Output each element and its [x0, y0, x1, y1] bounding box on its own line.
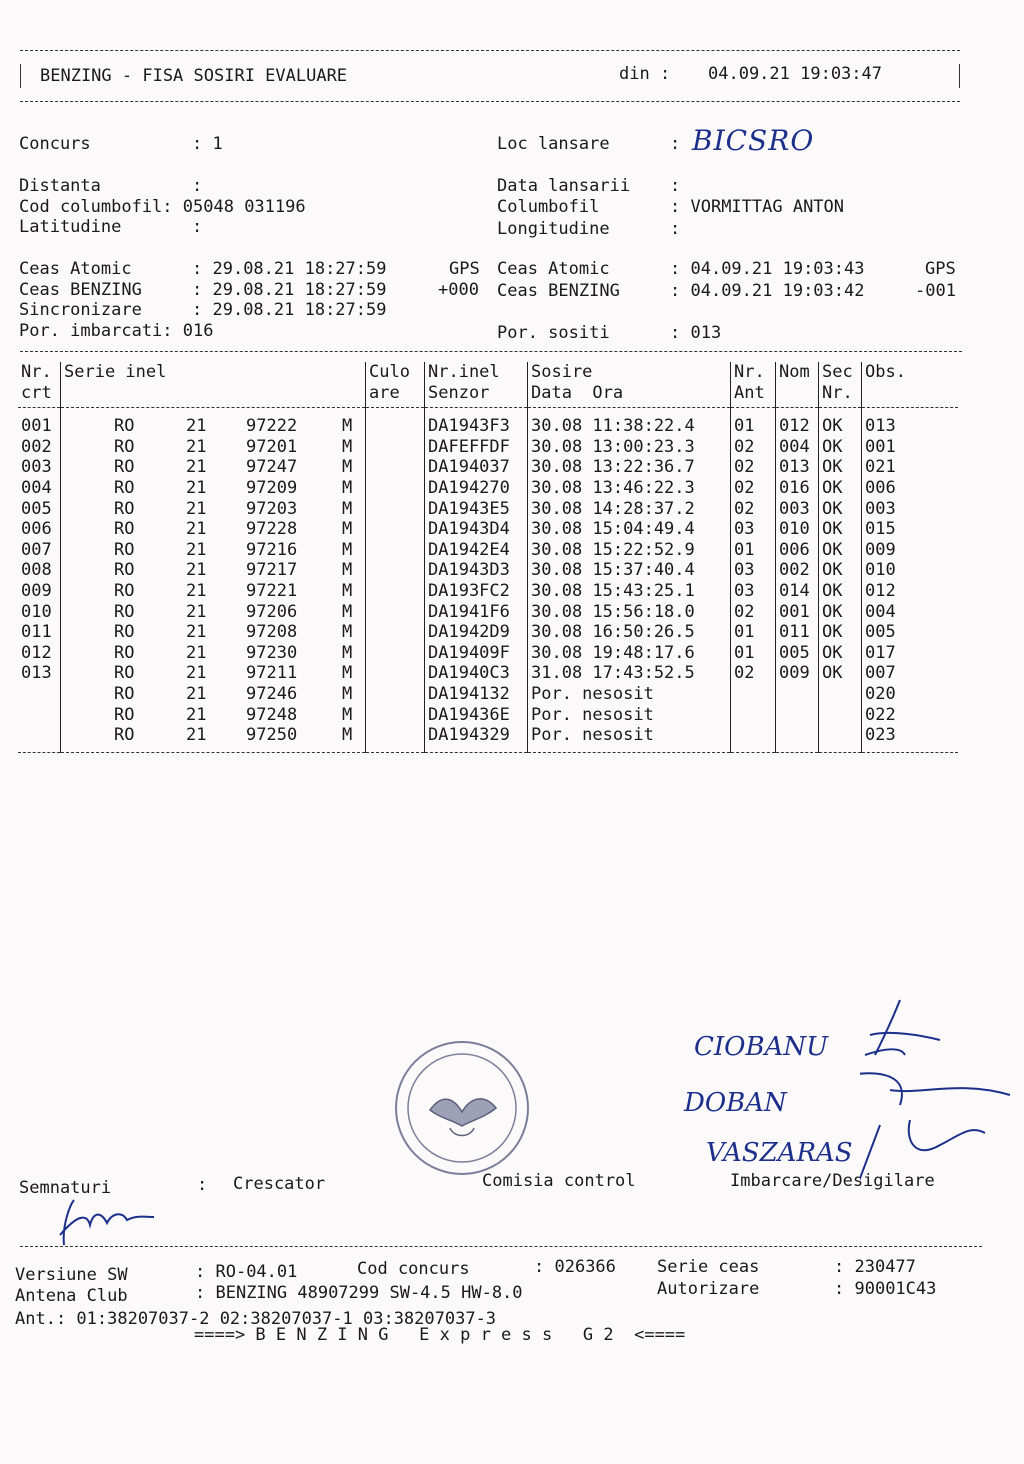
ring-year: 21 — [186, 498, 207, 519]
cell-ant — [731, 725, 776, 752]
cell-culoare — [366, 643, 425, 664]
ring-year: 21 — [186, 477, 207, 498]
din-value: 04.09.21 19:03:47 — [708, 64, 882, 84]
cell-culoare — [366, 478, 425, 499]
ring-year: 21 — [186, 457, 207, 478]
cell-senzor: DA194132 — [425, 684, 528, 705]
loc-lansare-handwritten: BICSRO — [692, 124, 815, 157]
clock-left-2: Ceas BENZING — [19, 280, 142, 300]
cell-culoare — [366, 725, 425, 752]
cell-senzor: DA1943E5 — [425, 499, 528, 520]
cod-columbofil-value: 05048 031196 — [182, 197, 306, 217]
table-row — [18, 622, 958, 643]
ring-sex: M — [342, 663, 353, 684]
cell-senzor: DA193FC2 — [425, 581, 528, 602]
cell-nom: 013 — [776, 457, 819, 478]
cod-columbofil-label: Cod columbofil — [19, 197, 163, 217]
cell-ant — [731, 684, 776, 705]
cell-nr: 012 — [18, 643, 61, 664]
cell-sec: OK — [819, 478, 862, 499]
col-sec-header: Sec — [819, 362, 862, 383]
ring-country: RO — [114, 642, 135, 663]
cell-ant: 03 — [731, 560, 776, 581]
ring-year: 21 — [186, 683, 207, 704]
cell-senzor: DA1943F3 — [425, 408, 528, 437]
crescator-label: Crescator — [233, 1174, 326, 1194]
cell-sec — [819, 705, 862, 726]
arrivals-table — [18, 362, 958, 753]
cell-obs: 010 — [865, 560, 896, 581]
ring-year: 21 — [186, 436, 207, 457]
cell-ant — [731, 705, 776, 726]
cell-serie — [61, 478, 366, 499]
handwritten-name-3: VASZARAS — [706, 1138, 853, 1168]
cell-culoare — [366, 581, 425, 602]
cell-sec: OK — [819, 408, 862, 437]
cell-nr — [18, 684, 61, 705]
cell-ant: 01 — [731, 408, 776, 437]
clock-left-1-value: 29.08.21 18:27:59 — [212, 259, 387, 279]
cell-sosire: 30.08 14:28:37.2 — [528, 499, 731, 520]
cell-ant: 02 — [731, 602, 776, 623]
cell-sosire: 30.08 15:22:52.9 — [528, 540, 731, 561]
cell-sosire: 30.08 15:37:40.4 — [528, 560, 731, 581]
table-header-row — [18, 362, 958, 383]
cell-senzor: DA194329 — [425, 725, 528, 752]
cell-sec: OK — [819, 437, 862, 458]
cell-sec — [819, 725, 862, 752]
cell-culoare — [366, 499, 425, 520]
ring-country: RO — [114, 519, 135, 540]
imbarcati-value: 016 — [182, 321, 214, 341]
ring-country: RO — [114, 725, 135, 746]
ring-sex: M — [342, 683, 353, 704]
cell-senzor: DA1942E4 — [425, 540, 528, 561]
cell-sec: OK — [819, 602, 862, 623]
cell-sec: OK — [819, 643, 862, 664]
cod-concurs-value: 026366 — [554, 1257, 616, 1277]
cell-nom — [776, 725, 819, 752]
cell-nom: 005 — [776, 643, 819, 664]
cell-ant: 02 — [731, 663, 776, 684]
autorizare-value: 90001C43 — [854, 1279, 937, 1299]
serie-ceas-value: 230477 — [854, 1257, 916, 1277]
ring-year: 21 — [186, 704, 207, 725]
semnaturi-label: Semnaturi — [19, 1178, 112, 1198]
ring-year: 21 — [186, 416, 207, 437]
cell-culoare — [366, 663, 425, 684]
cell-serie — [61, 457, 366, 478]
ring-number: 97250 — [246, 725, 298, 746]
columbofil-label: Columbofil — [497, 197, 600, 217]
ring-country: RO — [114, 477, 135, 498]
cell-serie — [61, 581, 366, 602]
club-stamp-icon — [392, 1038, 532, 1178]
table-row — [18, 705, 958, 726]
ring-number: 97228 — [246, 519, 298, 540]
header-left-bar — [20, 64, 21, 88]
latitudine-label: Latitudine — [19, 217, 122, 237]
cell-senzor: DA19409F — [425, 643, 528, 664]
cell-obs: 012 — [865, 580, 896, 601]
table-row — [18, 437, 958, 458]
cell-ant: 01 — [731, 643, 776, 664]
table-row — [18, 560, 958, 581]
antena-value: BENZING 48907299 SW-4.5 HW-8.0 — [215, 1283, 523, 1303]
cell-senzor: DA1940C3 — [425, 663, 528, 684]
antena-label: Antena Club — [15, 1286, 128, 1306]
ring-number: 97222 — [246, 416, 298, 437]
cell-nom: 001 — [776, 602, 819, 623]
col-serie-header: Serie inel — [61, 362, 366, 383]
cell-senzor: DA19436E — [425, 705, 528, 726]
benzing-banner: ====> B E N Z I N G E x p r e s s G 2 <==== — [194, 1325, 686, 1345]
table-row — [18, 499, 958, 520]
cell-ant: 02 — [731, 457, 776, 478]
longitudine-label: Longitudine — [497, 219, 610, 239]
header-right-bar — [959, 64, 960, 88]
table-top-divider — [20, 351, 962, 352]
comisia-label: Comisia control — [482, 1171, 636, 1191]
clock-left-2-extra: +000 — [438, 280, 479, 300]
ring-sex: M — [342, 560, 353, 581]
cell-culoare — [366, 622, 425, 643]
cell-obs: 007 — [865, 663, 896, 684]
cell-obs: 017 — [865, 642, 896, 663]
ring-sex: M — [342, 477, 353, 498]
cell-nom: 002 — [776, 560, 819, 581]
ring-country: RO — [114, 622, 135, 643]
ring-sex: M — [342, 704, 353, 725]
col-sosire-header: Sosire — [528, 362, 731, 383]
cell-nr — [18, 705, 61, 726]
clock-left-1-extra: GPS — [449, 259, 480, 279]
cell-nr: 002 — [18, 437, 61, 458]
serie-ceas-label: Serie ceas — [657, 1257, 760, 1277]
distanta-label: Distanta — [19, 176, 101, 196]
cell-nr: 005 — [18, 499, 61, 520]
col-obs-header: Obs. — [865, 362, 906, 382]
cell-ant: 03 — [731, 519, 776, 540]
clock-left-3: Sincronizare — [19, 300, 142, 320]
cell-culoare — [366, 519, 425, 540]
table-subheader-row: crt are Senzor Data Ora Ant Nr. — [18, 383, 958, 408]
table-row — [18, 643, 958, 664]
cell-nr: 001 — [18, 408, 61, 437]
versiune-value: RO-04.01 — [215, 1262, 298, 1282]
clock-right-2: Ceas BENZING — [497, 281, 620, 301]
cell-nr: 011 — [18, 622, 61, 643]
document-title: BENZING - FISA SOSIRI EVALUARE — [40, 66, 348, 86]
cell-serie — [61, 519, 366, 540]
cell-obs: 015 — [865, 519, 896, 540]
cell-ant: 02 — [731, 437, 776, 458]
cell-obs: 001 — [865, 436, 896, 457]
clock-left-2-value: 29.08.21 18:27:59 — [212, 280, 387, 300]
cell-serie — [61, 684, 366, 705]
cell-sec: OK — [819, 457, 862, 478]
table-row — [18, 581, 958, 602]
cell-nom: 016 — [776, 478, 819, 499]
cell-senzor: DA194270 — [425, 478, 528, 499]
imbarcare-label: Imbarcare/Desigilare — [730, 1171, 935, 1191]
autorizare-label: Autorizare — [657, 1279, 760, 1299]
clock-left-1: Ceas Atomic — [19, 259, 132, 279]
ring-number: 97208 — [246, 622, 298, 643]
ring-country: RO — [114, 704, 135, 725]
col-nom-header: Nom — [776, 362, 819, 383]
versiune-label: Versiune SW — [15, 1265, 128, 1285]
ring-sex: M — [342, 642, 353, 663]
cell-culoare — [366, 705, 425, 726]
cell-nr: 003 — [18, 457, 61, 478]
cell-sec: OK — [819, 519, 862, 540]
cell-sosire: Por. nesosit — [528, 725, 731, 752]
ring-sex: M — [342, 580, 353, 601]
cell-serie — [61, 499, 366, 520]
sositi-label: Por. sositi — [497, 323, 610, 343]
cell-culoare — [366, 457, 425, 478]
table-row — [18, 519, 958, 540]
cell-obs: 023 — [862, 725, 959, 752]
cell-senzor: DA194037 — [425, 457, 528, 478]
cell-ant: 03 — [731, 581, 776, 602]
ring-number: 97216 — [246, 539, 298, 560]
cell-obs: 009 — [865, 539, 896, 560]
cell-sec: OK — [819, 499, 862, 520]
cell-obs: 013 — [865, 416, 896, 437]
cell-culoare — [366, 408, 425, 437]
col-nr-header: Nr. — [18, 362, 61, 383]
cell-serie — [61, 705, 366, 726]
cell-sosire: 30.08 13:00:23.3 — [528, 437, 731, 458]
ring-number: 97217 — [246, 560, 298, 581]
table-row — [18, 684, 958, 705]
table-row — [18, 408, 958, 437]
cell-senzor: DA1943D4 — [425, 519, 528, 540]
data-lansarii-label: Data lansarii — [497, 176, 631, 196]
cell-obs: 022 — [865, 704, 896, 725]
cell-obs: 020 — [865, 683, 896, 704]
ring-year: 21 — [186, 663, 207, 684]
cell-sosire: 30.08 13:46:22.3 — [528, 478, 731, 499]
cell-sosire: 30.08 15:43:25.1 — [528, 581, 731, 602]
clock-right-1: Ceas Atomic — [497, 259, 610, 279]
ring-country: RO — [114, 457, 135, 478]
clock-right-1-value: 04.09.21 19:03:43 — [690, 259, 865, 279]
cell-serie — [61, 663, 366, 684]
cell-obs: 003 — [865, 498, 896, 519]
table-row — [18, 725, 958, 752]
cell-culoare — [366, 684, 425, 705]
ring-year: 21 — [186, 725, 207, 746]
din-label: din : — [619, 64, 671, 84]
ring-country: RO — [114, 498, 135, 519]
cell-culoare — [366, 560, 425, 581]
cell-sec: OK — [819, 581, 862, 602]
footer-divider — [20, 1246, 982, 1247]
cell-sosire: 30.08 16:50:26.5 — [528, 622, 731, 643]
table-row — [18, 478, 958, 499]
cell-sosire: 30.08 13:22:36.7 — [528, 457, 731, 478]
ring-year: 21 — [186, 601, 207, 622]
ring-number: 97246 — [246, 683, 298, 704]
ring-number: 97247 — [246, 457, 298, 478]
cell-ant: 02 — [731, 499, 776, 520]
ring-sex: M — [342, 457, 353, 478]
loc-lansare-label: Loc lansare — [497, 134, 610, 154]
cell-senzor: DA1941F6 — [425, 602, 528, 623]
ring-year: 21 — [186, 560, 207, 581]
cell-culoare — [366, 540, 425, 561]
cell-sosire: 30.08 11:38:22.4 — [528, 408, 731, 437]
cell-serie — [61, 643, 366, 664]
cell-nom: 009 — [776, 663, 819, 684]
cell-obs: 005 — [865, 622, 896, 643]
columbofil-value: VORMITTAG ANTON — [690, 197, 845, 217]
ring-number: 97206 — [246, 601, 298, 622]
cell-senzor: DA1943D3 — [425, 560, 528, 581]
ring-sex: M — [342, 519, 353, 540]
cell-serie — [61, 408, 366, 437]
ring-sex: M — [342, 622, 353, 643]
cell-sec: OK — [819, 622, 862, 643]
cell-nr: 010 — [18, 602, 61, 623]
ring-country: RO — [114, 683, 135, 704]
cell-sosire: 30.08 15:56:18.0 — [528, 602, 731, 623]
cell-ant: 02 — [731, 478, 776, 499]
ring-country: RO — [114, 416, 135, 437]
cell-obs: 006 — [865, 477, 896, 498]
ring-country: RO — [114, 663, 135, 684]
cell-nr: 008 — [18, 560, 61, 581]
cell-nr — [18, 725, 61, 752]
cell-serie — [61, 560, 366, 581]
cell-sec: OK — [819, 560, 862, 581]
cell-sec — [819, 684, 862, 705]
table-row — [18, 540, 958, 561]
cell-serie — [61, 725, 366, 752]
cell-obs: 004 — [865, 601, 896, 622]
sositi-value: 013 — [690, 323, 722, 343]
cell-serie — [61, 540, 366, 561]
cod-concurs-label: Cod concurs — [357, 1259, 470, 1279]
cell-nr: 009 — [18, 581, 61, 602]
ring-number: 97201 — [246, 436, 298, 457]
table-row — [18, 457, 958, 478]
cell-nom — [776, 705, 819, 726]
ring-sex: M — [342, 436, 353, 457]
col-senzor-header: Nr.inel — [425, 362, 528, 383]
concurs-label: Concurs — [19, 134, 91, 154]
ring-year: 21 — [186, 642, 207, 663]
cell-sosire: 30.08 15:04:49.4 — [528, 519, 731, 540]
cell-culoare — [366, 437, 425, 458]
handwritten-name-1: CIOBANU — [694, 1032, 829, 1062]
signature-scribbles-icon — [860, 995, 1020, 1195]
ring-sex: M — [342, 539, 353, 560]
cell-serie — [61, 602, 366, 623]
ring-number: 97203 — [246, 498, 298, 519]
ring-number: 97248 — [246, 704, 298, 725]
table-row — [18, 663, 958, 684]
cell-nom: 012 — [776, 408, 819, 437]
cell-sosire: Por. nesosit — [528, 705, 731, 726]
ring-sex: M — [342, 416, 353, 437]
ring-number: 97211 — [246, 663, 298, 684]
cell-obs: 021 — [865, 457, 896, 478]
cell-sosire: 31.08 17:43:52.5 — [528, 663, 731, 684]
clock-right-2-extra: -001 — [915, 281, 956, 301]
table-row — [18, 602, 958, 623]
crescator-signature-icon — [52, 1195, 162, 1250]
ring-year: 21 — [186, 622, 207, 643]
ring-number: 97230 — [246, 642, 298, 663]
cell-sec: OK — [819, 540, 862, 561]
cell-serie — [61, 437, 366, 458]
ring-country: RO — [114, 580, 135, 601]
cell-senzor: DAFEFFDF — [425, 437, 528, 458]
cell-nom: 014 — [776, 581, 819, 602]
cell-nom: 004 — [776, 437, 819, 458]
cell-nr: 007 — [18, 540, 61, 561]
clock-left-3-value: 29.08.21 18:27:59 — [212, 300, 387, 320]
cell-culoare — [366, 602, 425, 623]
cell-nom: 003 — [776, 499, 819, 520]
handwritten-name-2: DOBAN — [684, 1088, 787, 1118]
cell-sosire: 30.08 19:48:17.6 — [528, 643, 731, 664]
clock-right-2-value: 04.09.21 19:03:42 — [690, 281, 865, 301]
col-ant-header: Nr. — [731, 362, 776, 383]
cell-nr: 004 — [18, 478, 61, 499]
cell-nom: 010 — [776, 519, 819, 540]
cell-nr: 013 — [18, 663, 61, 684]
ring-country: RO — [114, 436, 135, 457]
ring-sex: M — [342, 601, 353, 622]
ring-year: 21 — [186, 580, 207, 601]
ring-country: RO — [114, 539, 135, 560]
cell-nr: 006 — [18, 519, 61, 540]
ring-number: 97221 — [246, 580, 298, 601]
imbarcati-label: Por. imbarcati — [19, 321, 163, 341]
cell-nom: 006 — [776, 540, 819, 561]
ring-year: 21 — [186, 519, 207, 540]
cell-nom — [776, 684, 819, 705]
ring-number: 97209 — [246, 477, 298, 498]
cell-serie — [61, 622, 366, 643]
ring-sex: M — [342, 498, 353, 519]
ring-country: RO — [114, 601, 135, 622]
cell-sec: OK — [819, 663, 862, 684]
ring-sex: M — [342, 725, 353, 746]
concurs-value: 1 — [212, 134, 223, 154]
clock-right-1-extra: GPS — [925, 259, 956, 279]
cell-senzor: DA1942D9 — [425, 622, 528, 643]
col-culoare-header: Culo — [366, 362, 425, 383]
cell-sosire: Por. nesosit — [528, 684, 731, 705]
cell-ant: 01 — [731, 622, 776, 643]
cell-ant: 01 — [731, 540, 776, 561]
ring-country: RO — [114, 560, 135, 581]
antenna-serials: Ant.: 01:38207037-2 02:38207037-1 03:38207037-3 — [15, 1309, 497, 1329]
cell-nom: 011 — [776, 622, 819, 643]
ring-year: 21 — [186, 539, 207, 560]
